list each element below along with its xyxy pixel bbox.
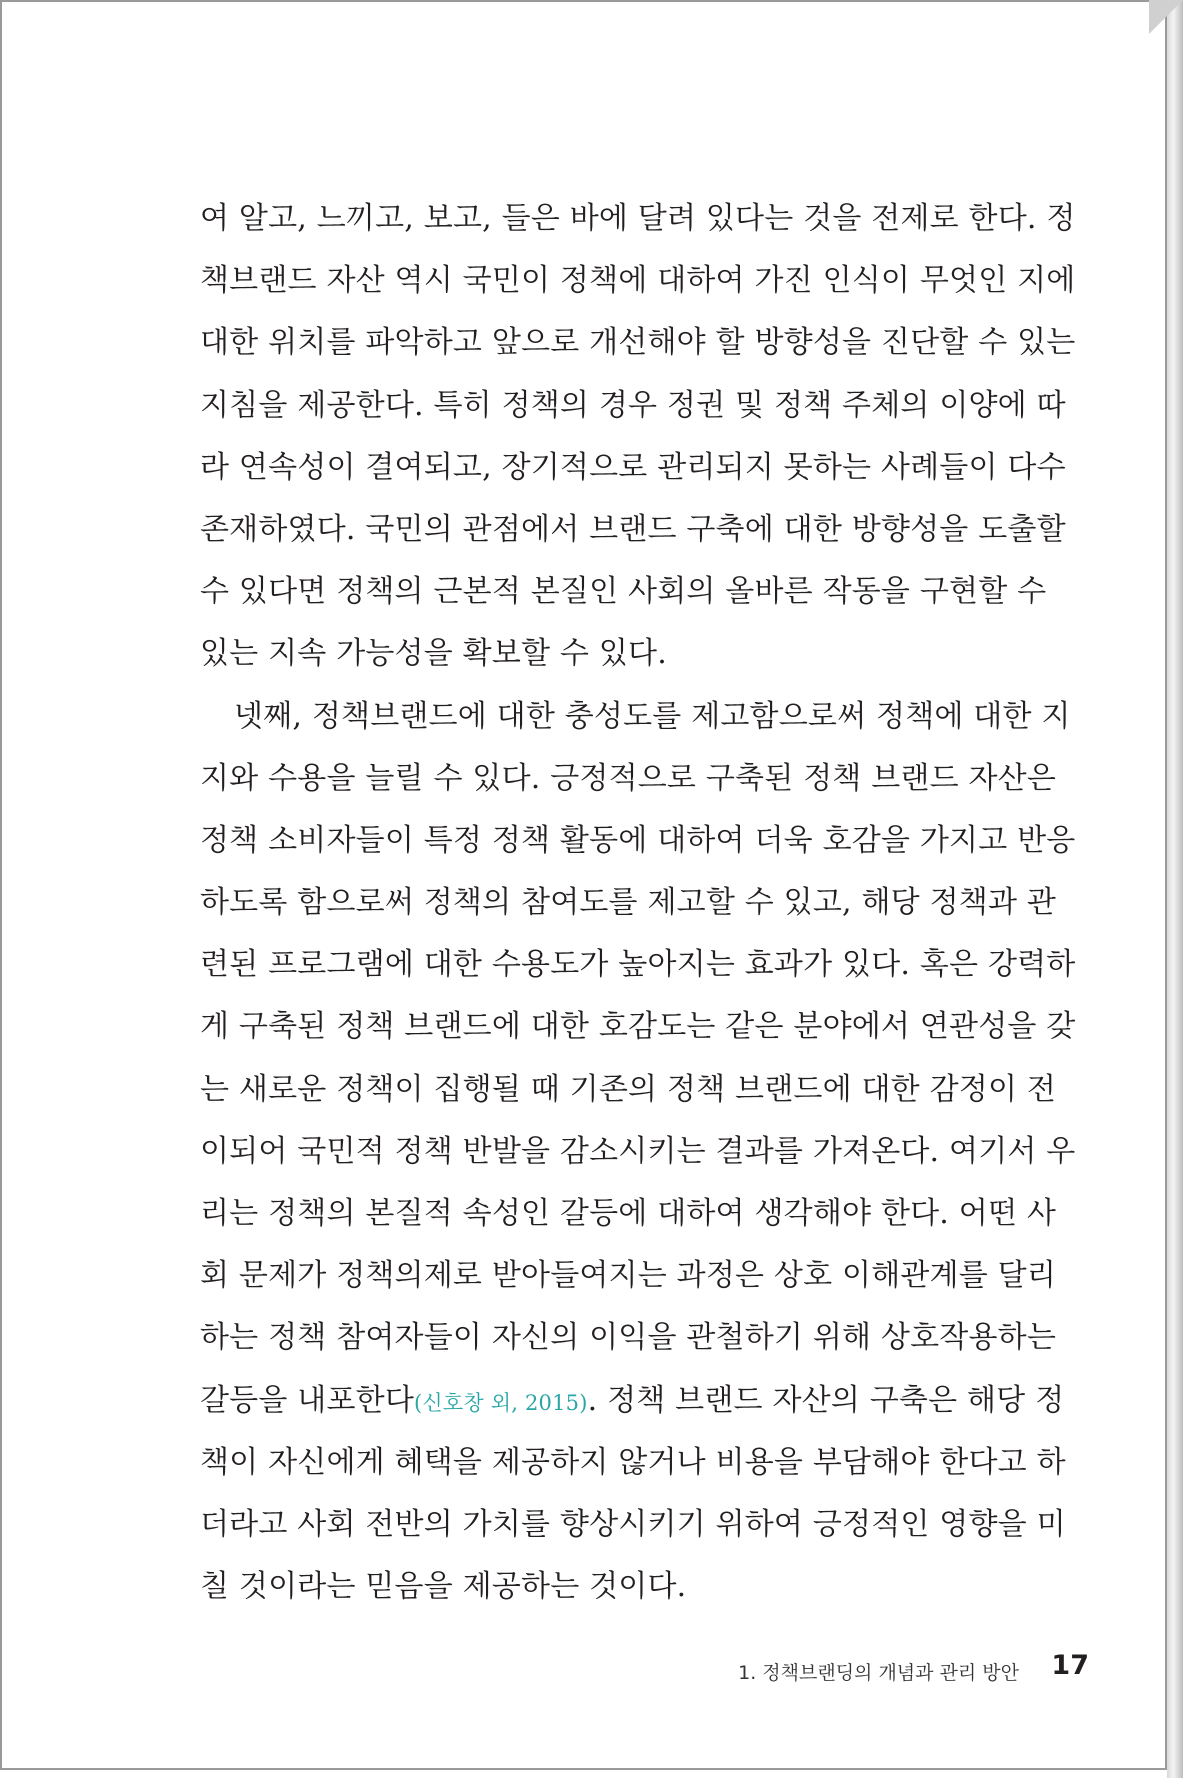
body-text [200,188,1076,1618]
citation: (신호창 외, 2015) [414,1390,588,1415]
citation-line-before: 갈등을 내포한다 [200,1382,414,1418]
text-line: 하는 정책 참여자들이 자신의 이익을 관철하기 위해 상호작용하는 [200,1320,1057,1356]
text-line: 라 연속성이 결여되고, 장기적으로 관리되지 못하는 사례들이 다수 [200,449,1066,485]
text-line: 리는 정책의 본질적 속성인 갈등에 대하여 생각해야 한다. 어떤 사 [200,1196,1057,1231]
text-line: 지침을 제공한다. 특히 정책의 경우 정권 및 정책 주체의 이양에 따 [200,387,1066,423]
text-line: 책브랜드 자산 역시 국민이 정책에 대하여 가진 인식이 무엇인 지에 [200,263,1076,299]
text-line: 넷째, 정책브랜드에 대한 충성도를 제고함으로써 정책에 대한 지 [234,698,1071,734]
text-line: 이되어 국민적 정책 반발을 감소시키는 결과를 가져온다. 여기서 우 [200,1133,1076,1169]
text-line: 수 있다면 정책의 근본적 본질인 사회의 올바른 작동을 구현할 수 [200,574,1047,610]
page-footer [2,1650,1169,1690]
page-curl-decoration [1149,0,1183,34]
text-line: 는 새로운 정책이 집행될 때 기존의 정책 브랜드에 대한 감정이 전 [200,1071,1057,1107]
text-line: 회 문제가 정책의제로 받아들여지는 과정은 상호 이해관계를 달리 [200,1258,1057,1294]
text-line: 정책 소비자들이 특정 정책 활동에 대하여 더욱 호감을 가지고 반응 [200,822,1076,858]
text-line: 대한 위치를 파악하고 앞으로 개선해야 할 방향성을 진단할 수 있는 [200,325,1076,361]
text-line: 하도록 함으로써 정책의 참여도를 제고할 수 있고, 해당 정책과 관 [200,885,1057,921]
citation-line-after: . 정책 브랜드 자산의 구축은 해당 정 [587,1382,1065,1418]
text-line: 책이 자신에게 혜택을 제공하지 않거나 비용을 부담해야 한다고 하 [200,1444,1066,1480]
running-title: 1. 정책브랜딩의 개념과 관리 방안 [738,1662,1019,1684]
text-line: 있는 지속 가능성을 확보할 수 있다. [200,636,667,672]
text-line: 련된 프로그램에 대한 수용도가 높아지는 효과가 있다. 혹은 강력하 [200,947,1076,983]
text-line: 게 구축된 정책 브랜드에 대한 호감도는 같은 분야에서 연관성을 갖 [200,1009,1076,1045]
text-line: 존재하였다. 국민의 관점에서 브랜드 구축에 대한 방향성을 도출할 [200,511,1066,547]
page-number: 17 [1051,1650,1089,1681]
text-line: 지와 수용을 늘릴 수 있다. 긍정적으로 구축된 정책 브랜드 자산은 [200,760,1057,796]
text-line: 여 알고, 느끼고, 보고, 들은 바에 달려 있다는 것을 전제로 한다. 정 [200,201,1076,236]
text-line: 칠 것이라는 믿음을 제공하는 것이다. [200,1569,687,1605]
text-line: 더라고 사회 전반의 가치를 향상시키기 위하여 긍정적인 영향을 미 [200,1506,1066,1542]
text-line-with-citation [200,1370,1065,1432]
page-edge-decoration [1167,0,1183,1778]
